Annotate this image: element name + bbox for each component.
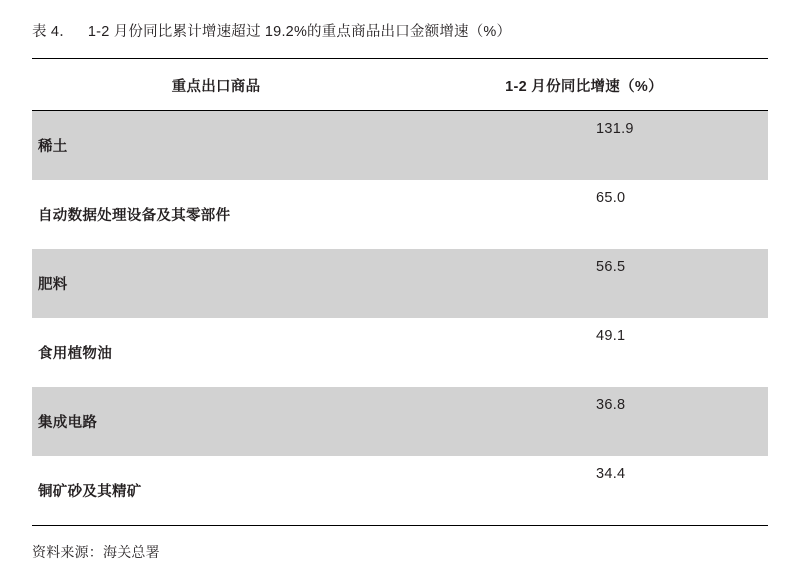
table-title-text: 1-2 月份同比累计增速超过 19.2%的重点商品出口金额增速（%） (87, 24, 512, 40)
cell-growth: 56.5 (400, 249, 768, 318)
product-name: 自动数据处理设备及其零部件 (38, 208, 231, 225)
table-head (32, 59, 768, 111)
cell-product (32, 180, 400, 249)
column-header-product: 重点出口商品 (32, 59, 400, 111)
export-growth-table (32, 58, 768, 525)
table-header-row (32, 59, 768, 111)
cell-growth: 131.9 (400, 111, 768, 181)
table-row (32, 387, 768, 456)
table-row (32, 456, 768, 525)
cell-growth: 34.4 (596, 466, 626, 483)
cell-product (32, 318, 400, 387)
cell-growth: 65.0 (596, 190, 626, 207)
table-row (32, 180, 768, 249)
table-row (32, 318, 768, 387)
product-name: 集成电路 (38, 415, 98, 432)
table-row (32, 249, 768, 318)
table-title (32, 0, 768, 58)
cell-product (32, 387, 400, 456)
product-name: 铜矿砂及其精矿 (38, 484, 142, 501)
table-title-label: 表 4． (32, 24, 74, 40)
product-name: 稀土 (38, 139, 68, 156)
product-name: 食用植物油 (38, 346, 112, 363)
table-row (32, 111, 768, 181)
table-body (32, 111, 768, 526)
cell-growth: 36.8 (400, 387, 768, 456)
cell-product (32, 249, 400, 318)
product-name: 肥料 (38, 277, 68, 294)
column-header-growth: 1-2 月份同比增速（%） (400, 59, 768, 111)
cell-product (32, 456, 400, 525)
cell-growth: 49.1 (596, 328, 626, 345)
cell-product (32, 111, 400, 181)
table-source: 资料来源：海关总署 (32, 544, 160, 561)
